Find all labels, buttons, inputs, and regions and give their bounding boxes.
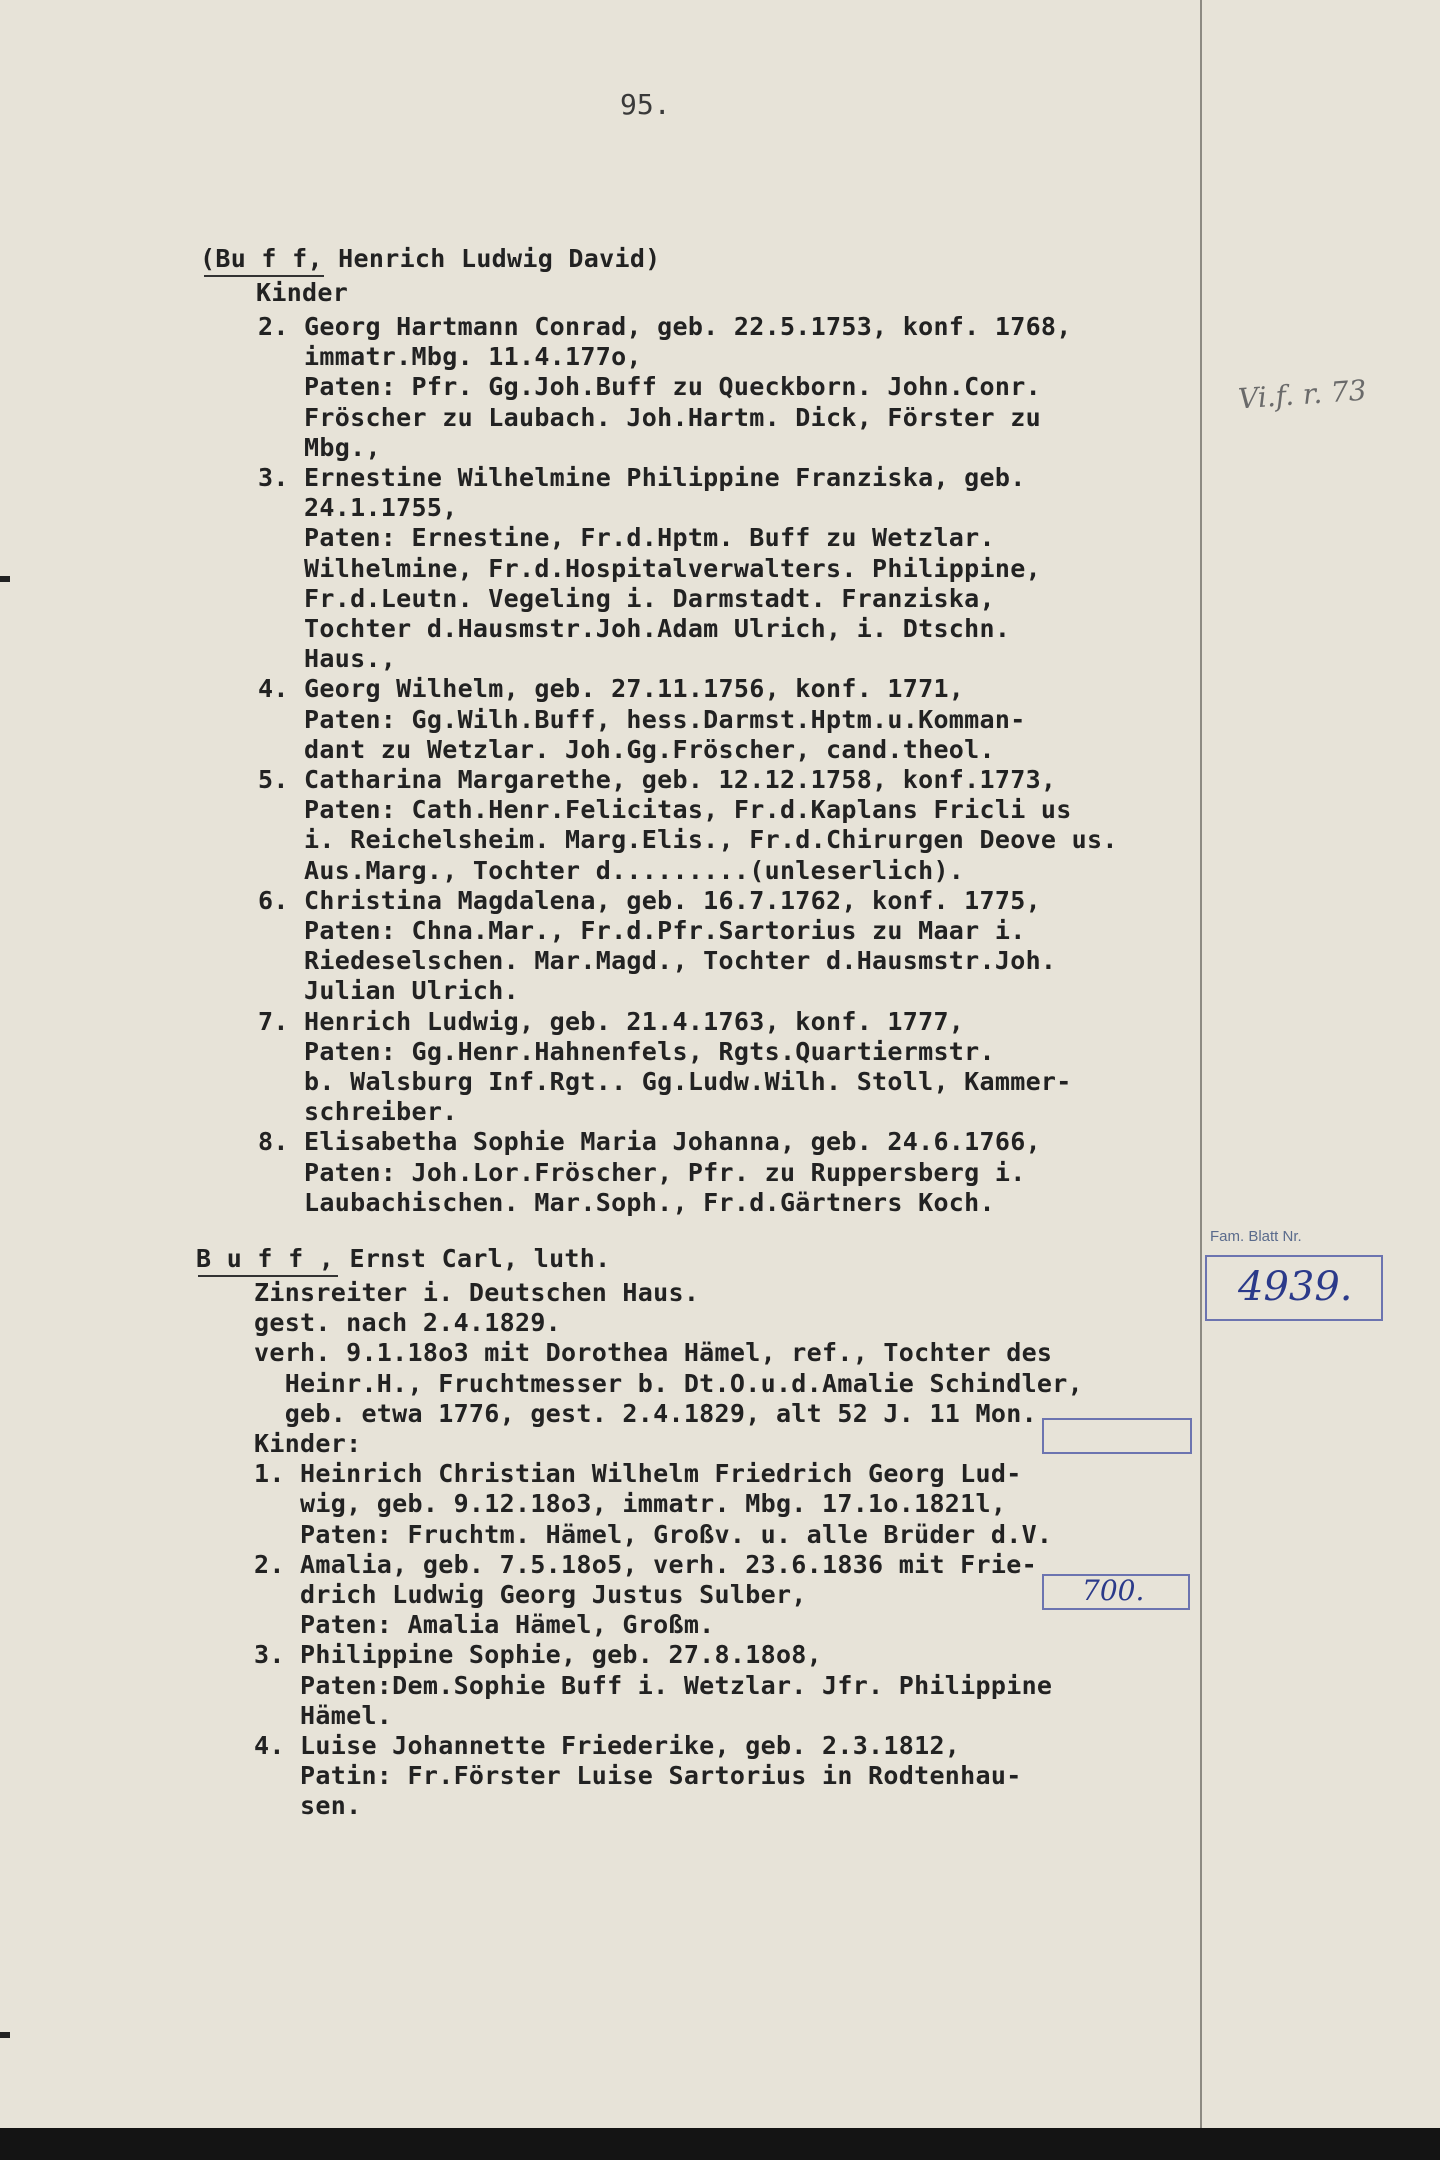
fold-line [1200, 0, 1202, 2128]
text-line: 7. Henrich Ludwig, geb. 21.4.1763, konf. 1777, [258, 1006, 965, 1036]
text-line: drich Ludwig Georg Justus Sulber, [254, 1580, 807, 1609]
scan-border [0, 2128, 1440, 2160]
text-line: b. Walsburg Inf.Rgt.. Gg.Ludw.Wilh. Stoll, Kammer- [258, 1067, 1072, 1096]
page-number: 95. [620, 88, 671, 121]
text-line: Paten: Cath.Henr.Felicitas, Fr.d.Kaplans Fricli us [258, 795, 1072, 825]
text-line: 3. Philippine Sophie, geb. 27.8.18o8, [254, 1640, 822, 1670]
text-line: Fr.d.Leutn. Vegeling i. Darmstadt. Franziska, [258, 583, 995, 613]
text-line: Paten: Chna.Mar., Fr.d.Pfr.Sartorius zu Maar i. [258, 916, 1026, 945]
empty-stamp-box [1042, 1418, 1192, 1454]
text-line: Hämel. [254, 1700, 393, 1730]
text-line: Paten:Dem.Sophie Buff i. Wetzlar. Jfr. Philippine [254, 1670, 1053, 1700]
text-line: Heinr.H., Fruchtmesser b. Dt.O.u.d.Amalie Schindler, [254, 1368, 1083, 1398]
text-line: Paten: Gg.Henr.Hahnenfels, Rgts.Quartiermstr. [258, 1036, 995, 1066]
text-line: 8. Elisabetha Sophie Maria Johanna, geb. 24.6.1766, [258, 1127, 1041, 1157]
text-line: Fröscher zu Laubach. Joh.Hartm. Dick, Förster zu [258, 402, 1041, 432]
text-line: Paten: Amalia Hämel, Großm. [254, 1610, 715, 1640]
text-line: 4. Luise Johannette Friederike, geb. 2.3.1812, [254, 1731, 961, 1760]
text-line: Patin: Fr.Förster Luise Sartorius in Rodtenhau- [254, 1761, 1022, 1791]
text-line: 6. Christina Magdalena, geb. 16.7.1762, konf. 1775, [258, 885, 1041, 915]
text-line: 2. Georg Hartmann Conrad, geb. 22.5.1753, konf. 1768, [258, 312, 1072, 341]
text-line: 1. Heinrich Christian Wilhelm Friedrich Georg Lud- [254, 1459, 1022, 1489]
text-line: Haus., [258, 644, 397, 674]
text-line: gest. nach 2.4.1829. [254, 1308, 562, 1338]
text-line: Julian Ulrich. [258, 976, 519, 1006]
box-number: 700. [1082, 1574, 1145, 1607]
fam-blatt-number: 4939. [1238, 1264, 1353, 1310]
text-line: Paten: Pfr. Gg.Joh.Buff zu Queckborn. John.Conr. [258, 372, 1041, 402]
entry2-header: B u f f , Ernst Carl, luth. [196, 1244, 611, 1273]
text-line: geb. etwa 1776, gest. 2.4.1829, alt 52 J. 11 Mon. [254, 1398, 1037, 1428]
text-line: verh. 9.1.18o3 mit Dorothea Hämel, ref., Tochter des [254, 1338, 1053, 1368]
text-line: Paten: Fruchtm. Hämel, Großv. u. alle Brüder d.V. [254, 1519, 1053, 1549]
text-line: Laubachischen. Mar.Soph., Fr.d.Gärtners Koch. [258, 1187, 995, 1217]
header-underline [204, 275, 324, 277]
text-line: sen. [254, 1791, 362, 1821]
entry1-header: (Bu f f, Henrich Ludwig David) [200, 244, 661, 273]
text-line: Wilhelmine, Fr.d.Hospitalverwalters. Philippine, [258, 553, 1041, 583]
text-line: Tochter d.Hausmstr.Joh.Adam Ulrich, i. Dtschn. [258, 614, 1011, 643]
margin-mark [0, 576, 10, 582]
text-line: 4. Georg Wilhelm, geb. 27.11.1756, konf. 1771, [258, 674, 965, 704]
text-line: Riedeselschen. Mar.Magd., Tochter d.Hausmstr.Joh. [258, 946, 1057, 976]
text-line: Kinder: [254, 1429, 362, 1458]
text-line: dant zu Wetzlar. Joh.Gg.Fröscher, cand.theol. [258, 734, 995, 764]
text-line: Mbg., [258, 432, 381, 462]
text-line: Paten: Joh.Lor.Fröscher, Pfr. zu Ruppersberg i. [258, 1157, 1026, 1187]
text-line: wig, geb. 9.12.18o3, immatr. Mbg. 17.1o.1821l, [254, 1489, 1007, 1519]
text-line: 2. Amalia, geb. 7.5.18o5, verh. 23.6.1836 mit Frie- [254, 1549, 1037, 1579]
text-line: 24.1.1755, [258, 493, 458, 523]
text-line: schreiber. [258, 1097, 458, 1127]
kinder-label: Kinder [256, 278, 349, 307]
text-line: immatr.Mbg. 11.4.177o, [258, 342, 642, 372]
text-line: Paten: Gg.Wilh.Buff, hess.Darmst.Hptm.u.Komman- [258, 704, 1026, 734]
text-line: 3. Ernestine Wilhelmine Philippine Franziska, geb. [258, 463, 1026, 492]
fam-blatt-label: Fam. Blatt Nr. [1210, 1228, 1302, 1245]
pencil-note: Vi.f. r. 73 [1237, 373, 1368, 416]
header-underline [198, 1275, 338, 1277]
text-line: Aus.Marg., Tochter d.........(unleserlich). [258, 855, 965, 885]
text-line: Zinsreiter i. Deutschen Haus. [254, 1278, 700, 1307]
text-line: Paten: Ernestine, Fr.d.Hptm. Buff zu Wetzlar. [258, 523, 995, 553]
margin-mark [0, 2032, 10, 2038]
text-line: i. Reichelsheim. Marg.Elis., Fr.d.Chirurgen Deove us. [258, 825, 1118, 855]
text-line: 5. Catharina Margarethe, geb. 12.12.1758, konf.1773, [258, 765, 1057, 794]
